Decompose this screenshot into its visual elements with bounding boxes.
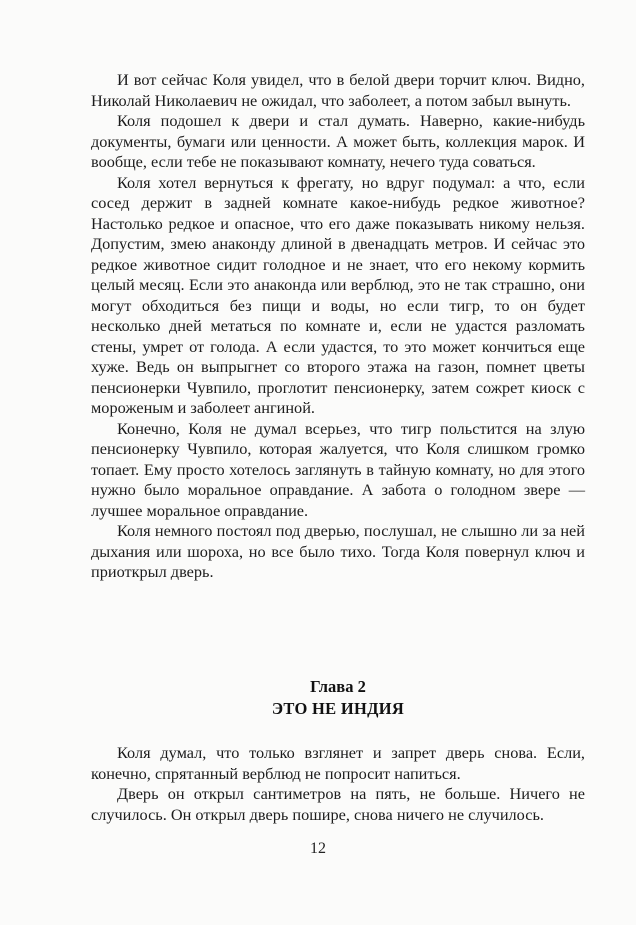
text-block-after-chapter	[91, 743, 585, 825]
paragraph: Коля подошел к двери и стал думать. Наверно, какие-нибудь документы, бумаги или ценности. А может быть, коллекция марок. И вообще, если тебе не показывают комнату, нечего туда соваться.	[91, 111, 585, 171]
paragraph: Коля думал, что только взглянет и запрет дверь снова. Если, конечно, спрятанный верблюд не попросит напиться.	[91, 743, 585, 783]
chapter-title: ЭТО НЕ ИНДИЯ	[271, 699, 405, 718]
chapter-heading	[91, 677, 585, 721]
paragraph: Дверь он открыл сантиметров на пять, не больше. Ничего не случилось. Он открыл дверь пошире, снова ничего не случилось.	[91, 784, 585, 824]
paragraph: Коля хотел вернуться к фрегату, но вдруг подумал: а что, если сосед держит в задней комнате какое-нибудь редкое животное? Настолько редкое и опасное, что его даже показывать никому нельзя. Допустим, змею анаконду длиной в двенадцать метров. И сейчас это редкое животное сидит голодное и не знает, что его некому кормить целый месяц. Если это анаконда или верблюд, это не так страшно, они могут обходиться без пищи и воды, но если тигр, то он будет несколько дней метаться по комнате и, если не удастся разломать стены, умрет от голода. А если удастся, то это может кончиться еще хуже. Ведь он выпрыгнет со второго этажа на газон, помнет цветы пенсионерки Чувпило, проглотит пенсионерку, затем сожрет киоск с мороженым и заболеет ангиной.	[91, 172, 585, 417]
paragraph: Коля немного постоял под дверью, послушал, не слышно ли за ней дыхания или шороха, но все было тихо. Тогда Коля повернул ключ и приоткрыл дверь.	[91, 521, 585, 581]
paragraph: Конечно, Коля не думал всерьез, что тигр польстится на злую пенсионерку Чувпило, которая жалуется, что Коля слишком громко топает. Ему просто хотелось заглянуть в тайную комнату, но для этого нужно было моральное оправдание. А забота о голодном звере — лучшее моральное оправдание.	[91, 418, 585, 520]
page-number: 12	[310, 840, 326, 857]
text-block-before-chapter	[91, 70, 585, 583]
chapter-number: Глава 2	[310, 677, 366, 696]
paragraph: И вот сейчас Коля увидел, что в белой двери торчит ключ. Видно, Николай Николаевич не ожидал, что заболеет, а потом забыл вынуть.	[91, 70, 585, 110]
